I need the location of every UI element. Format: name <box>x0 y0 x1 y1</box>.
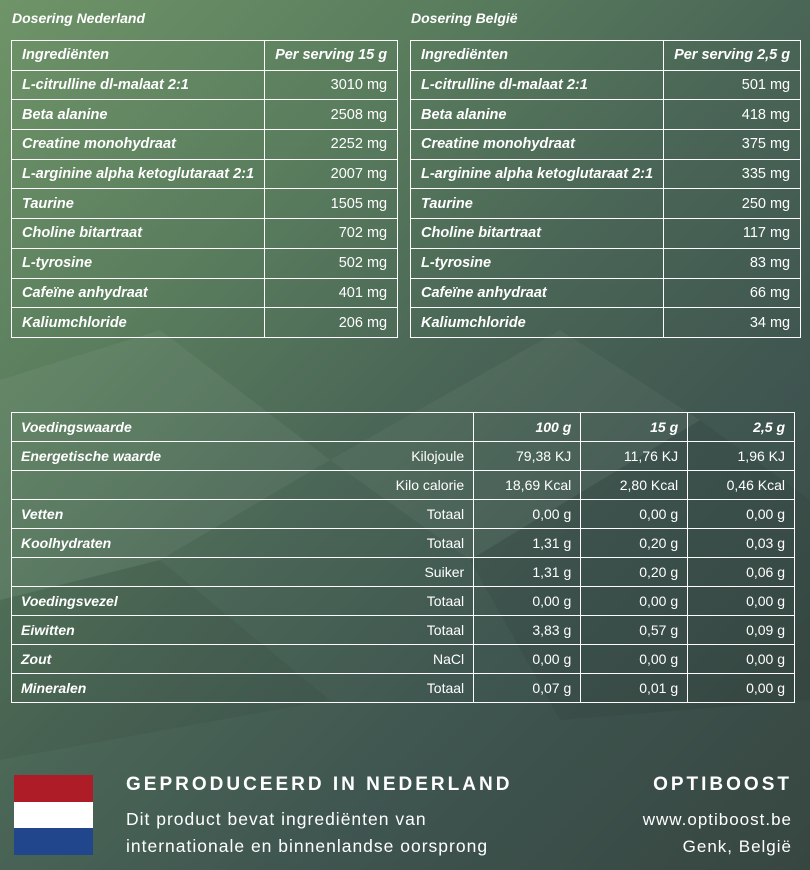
table-row <box>12 248 398 278</box>
table-row <box>411 159 801 189</box>
value-15g: 2,80 Kcal <box>581 471 688 500</box>
ingredient-name: Cafeïne anhydraat <box>411 278 664 308</box>
nutrient-unit: Totaal <box>170 500 474 529</box>
be-dosage-title: Dosering België <box>411 10 518 26</box>
value-15g: 0,01 g <box>581 674 688 703</box>
ingredient-name: Beta alanine <box>12 100 265 130</box>
value-15g: 0,00 g <box>581 587 688 616</box>
brand-location: Genk, België <box>682 837 792 856</box>
table-row <box>12 471 795 500</box>
nutrient-name: Koolhydraten <box>12 529 171 558</box>
table-row <box>12 674 795 703</box>
ingredient-amount: 3010 mg <box>265 70 398 100</box>
table-row <box>12 189 398 219</box>
value-15g: 0,20 g <box>581 558 688 587</box>
ingredient-amount: 34 mg <box>664 308 801 338</box>
table-row <box>12 500 795 529</box>
nutrient-unit: Totaal <box>170 616 474 645</box>
nutrient-unit: Suiker <box>170 558 474 587</box>
ingredient-name: L-arginine alpha ketoglutaraat 2:1 <box>411 159 664 189</box>
origin-description-line: internationale en binnenlandse oorsprong <box>126 836 489 856</box>
ingredient-amount: 2252 mg <box>265 130 398 160</box>
value-15g: 11,76 KJ <box>581 442 688 471</box>
value-2-5g: 0,09 g <box>688 616 795 645</box>
table-row <box>411 278 801 308</box>
value-2-5g: 0,00 g <box>688 587 795 616</box>
value-100g: 18,69 Kcal <box>474 471 581 500</box>
brand-name: OPTIBOOST <box>653 774 792 795</box>
ingredient-name: Choline bitartraat <box>411 219 664 249</box>
ingredient-amount: 117 mg <box>664 219 801 249</box>
ingredient-amount: 83 mg <box>664 248 801 278</box>
table-header-row <box>12 41 398 71</box>
nutrient-name: Energetische waarde <box>12 442 171 471</box>
ingredient-amount: 401 mg <box>265 278 398 308</box>
nutrient-unit: Totaal <box>170 674 474 703</box>
column-header-unit <box>170 413 474 442</box>
ingredient-amount: 206 mg <box>265 308 398 338</box>
nl-dosage-table <box>11 40 398 338</box>
nl-dosage-title: Dosering Nederland <box>12 10 146 26</box>
nutrient-name: Mineralen <box>12 674 171 703</box>
ingredient-name: L-citrulline dl-malaat 2:1 <box>12 70 265 100</box>
ingredient-name: Taurine <box>12 189 265 219</box>
ingredient-name: L-citrulline dl-malaat 2:1 <box>411 70 664 100</box>
value-100g: 0,07 g <box>474 674 581 703</box>
table-row <box>12 616 795 645</box>
value-2-5g: 1,96 KJ <box>688 442 795 471</box>
ingredient-name: L-tyrosine <box>411 248 664 278</box>
value-100g: 0,00 g <box>474 587 581 616</box>
column-header-100g: 100 g <box>474 413 581 442</box>
table-row <box>12 159 398 189</box>
column-header-serving: Per serving 2,5 g <box>664 41 801 71</box>
table-row <box>12 278 398 308</box>
ingredient-amount: 2007 mg <box>265 159 398 189</box>
ingredient-name: Creatine monohydraat <box>12 130 265 160</box>
value-100g: 0,00 g <box>474 645 581 674</box>
table-row <box>12 70 398 100</box>
brand-info <box>643 806 792 860</box>
value-100g: 0,00 g <box>474 500 581 529</box>
value-15g: 0,57 g <box>581 616 688 645</box>
origin-description-line: Dit product bevat ingrediënten van <box>126 809 427 829</box>
value-2-5g: 0,06 g <box>688 558 795 587</box>
value-2-5g: 0,46 Kcal <box>688 471 795 500</box>
nutrient-unit: NaCl <box>170 645 474 674</box>
column-header-15g: 15 g <box>581 413 688 442</box>
table-row <box>12 645 795 674</box>
value-100g: 3,83 g <box>474 616 581 645</box>
value-100g: 79,38 KJ <box>474 442 581 471</box>
nutrient-unit: Totaal <box>170 587 474 616</box>
table-row <box>12 529 795 558</box>
nutrient-name <box>12 471 171 500</box>
flag-stripe-white <box>14 802 93 829</box>
ingredient-amount: 502 mg <box>265 248 398 278</box>
table-row <box>411 308 801 338</box>
nutrient-unit: Kilojoule <box>170 442 474 471</box>
value-100g: 1,31 g <box>474 529 581 558</box>
table-row <box>411 70 801 100</box>
nutrient-name: Voedingsvezel <box>12 587 171 616</box>
value-100g: 1,31 g <box>474 558 581 587</box>
ingredient-amount: 375 mg <box>664 130 801 160</box>
table-row <box>411 248 801 278</box>
table-row <box>411 219 801 249</box>
column-header-nutrient: Voedingswaarde <box>12 413 171 442</box>
ingredient-amount: 702 mg <box>265 219 398 249</box>
table-row <box>411 130 801 160</box>
ingredient-name: Kaliumchloride <box>12 308 265 338</box>
ingredient-name: Taurine <box>411 189 664 219</box>
value-15g: 0,20 g <box>581 529 688 558</box>
column-header-serving: Per serving 15 g <box>265 41 398 71</box>
ingredient-amount: 501 mg <box>664 70 801 100</box>
table-row <box>411 100 801 130</box>
ingredient-name: L-tyrosine <box>12 248 265 278</box>
nutrient-name: Zout <box>12 645 171 674</box>
ingredient-amount: 1505 mg <box>265 189 398 219</box>
table-row <box>12 100 398 130</box>
table-row <box>12 587 795 616</box>
be-dosage-table <box>410 40 801 338</box>
ingredient-amount: 2508 mg <box>265 100 398 130</box>
ingredient-name: Kaliumchloride <box>411 308 664 338</box>
value-15g: 0,00 g <box>581 645 688 674</box>
ingredient-name: Creatine monohydraat <box>411 130 664 160</box>
ingredient-amount: 418 mg <box>664 100 801 130</box>
ingredient-amount: 66 mg <box>664 278 801 308</box>
value-2-5g: 0,00 g <box>688 674 795 703</box>
column-header-ingredients: Ingrediënten <box>12 41 265 71</box>
table-row <box>12 558 795 587</box>
nutrient-unit: Kilo calorie <box>170 471 474 500</box>
value-2-5g: 0,00 g <box>688 500 795 529</box>
nutrient-name <box>12 558 171 587</box>
ingredient-amount: 335 mg <box>664 159 801 189</box>
flag-stripe-red <box>14 775 93 802</box>
ingredient-name: L-arginine alpha ketoglutaraat 2:1 <box>12 159 265 189</box>
nutrient-unit: Totaal <box>170 529 474 558</box>
value-2-5g: 0,00 g <box>688 645 795 674</box>
table-header-row <box>12 413 795 442</box>
table-row <box>12 308 398 338</box>
column-header-2-5g: 2,5 g <box>688 413 795 442</box>
origin-description <box>126 806 488 860</box>
ingredient-amount: 250 mg <box>664 189 801 219</box>
netherlands-flag-icon <box>14 775 93 855</box>
value-2-5g: 0,03 g <box>688 529 795 558</box>
brand-website-link[interactable]: www.optiboost.be <box>642 810 792 829</box>
ingredient-name: Beta alanine <box>411 100 664 130</box>
value-15g: 0,00 g <box>581 500 688 529</box>
column-header-ingredients: Ingrediënten <box>411 41 664 71</box>
nutrition-table <box>11 412 795 703</box>
nutrient-name: Vetten <box>12 500 171 529</box>
nutrient-name: Eiwitten <box>12 616 171 645</box>
table-row <box>12 442 795 471</box>
table-row <box>411 189 801 219</box>
table-header-row <box>411 41 801 71</box>
table-row <box>12 130 398 160</box>
origin-heading: GEPRODUCEERD IN NEDERLAND <box>126 774 513 795</box>
ingredient-name: Cafeïne anhydraat <box>12 278 265 308</box>
ingredient-name: Choline bitartraat <box>12 219 265 249</box>
flag-stripe-blue <box>14 828 93 855</box>
table-row <box>12 219 398 249</box>
